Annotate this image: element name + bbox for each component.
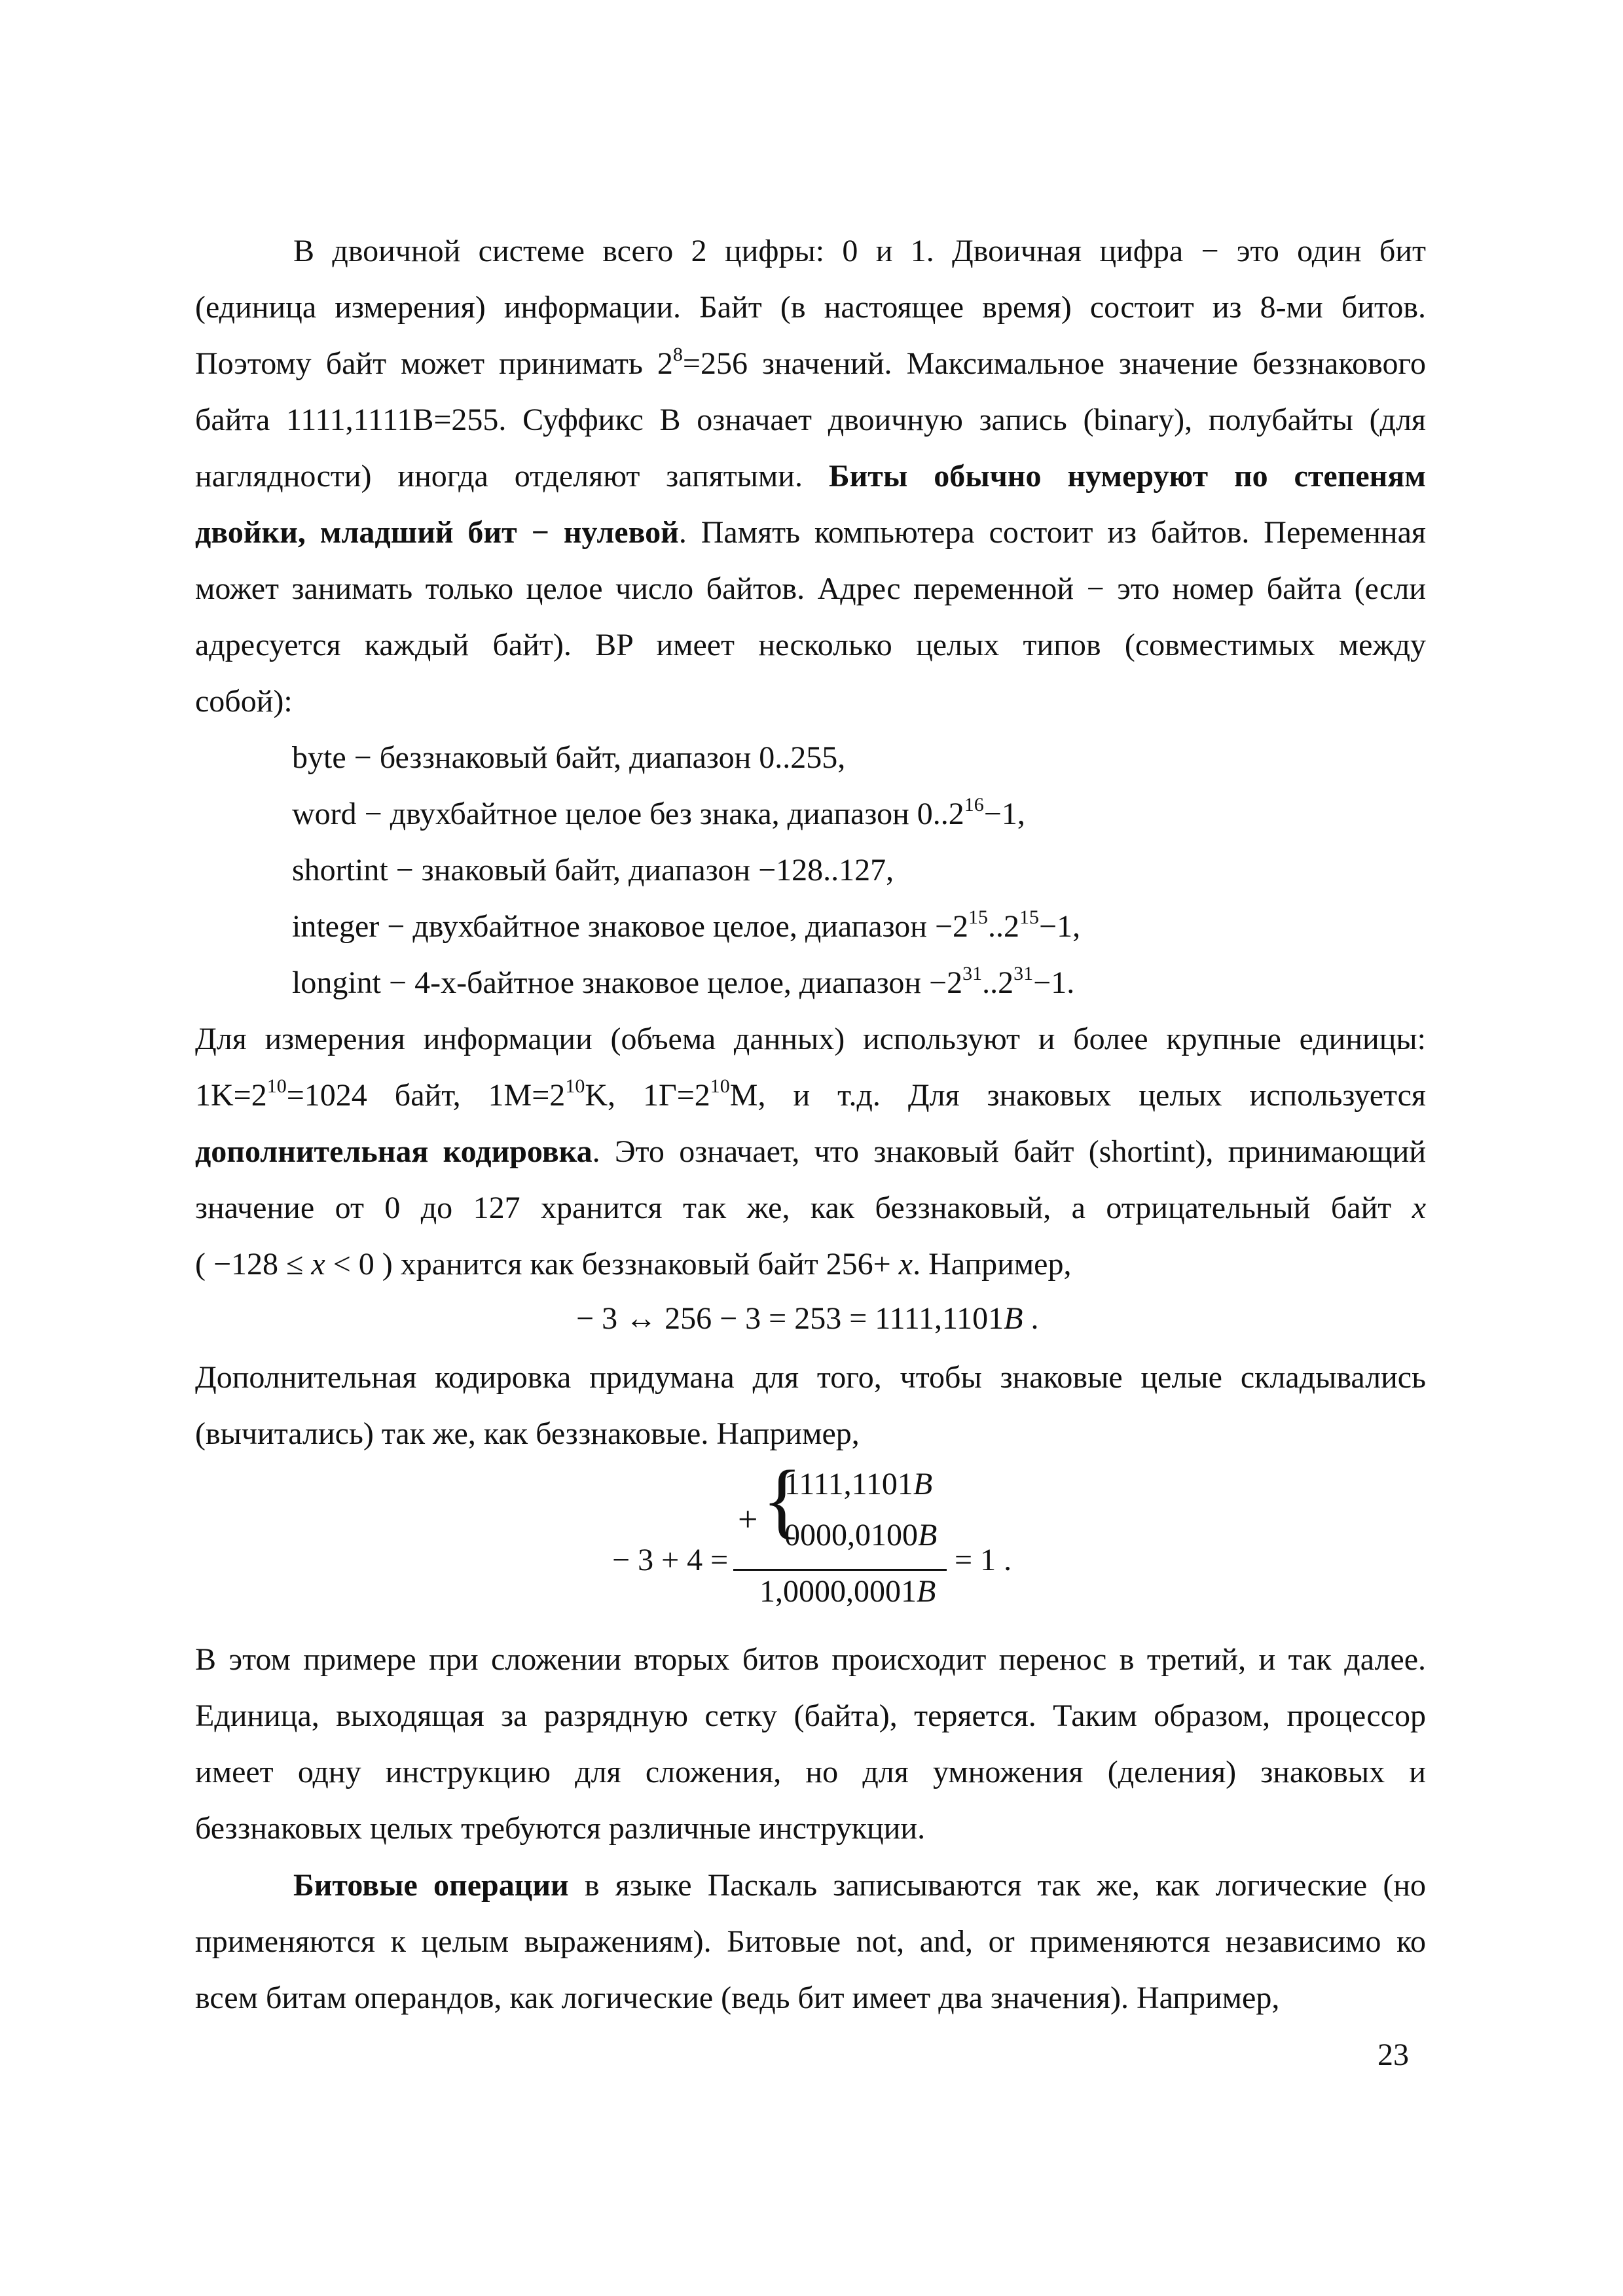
text-line: $1K=2^{10}=1024$ байт, $1M=2^{10}K$, $1Г=2^{10}M$, и т.д. Для знаковых целых используется <box>195 1075 1426 1113</box>
text-line: беззнаковых целых требуются различные инструкции. <box>195 1811 926 1846</box>
text-line: дополнительная кодировка. Это означает, что знаковый байт (shortint), принимающий <box>195 1134 1426 1169</box>
list-item: longint − 4-х-байтное знаковое целое, диапазон $-2^{31}..2^{31}-1$. <box>292 963 1075 1000</box>
text-line: адресуется каждый байт). BP имеет несколько целых типов (совместимых между <box>195 628 1426 662</box>
list-item: byte − беззнаковый байт, диапазон 0..255, <box>292 740 846 775</box>
text-line: Дополнительная кодировка придумана для того, чтобы знаковые целые складывались <box>195 1360 1426 1395</box>
text-line: собой): <box>195 684 293 719</box>
brace-symbol: { <box>762 1454 803 1547</box>
paragraph-bit-operations <box>195 1857 1426 2026</box>
text-line: (единица измерения) информации. Байт (в настоящее время) состоит из 8-ми битов. <box>195 290 1426 325</box>
addend-bottom: 0000,0100B <box>784 1518 938 1552</box>
text-line: Для измерения информации (объема данных) используют и более крупные единицы: <box>195 1022 1426 1056</box>
addend-top: 1111,1101B <box>784 1467 933 1501</box>
text-line: В этом примере при сложении вторых битов происходит перенос в третий, и так далее. <box>195 1642 1426 1677</box>
paragraph-binary-intro <box>195 223 1426 730</box>
equation-rhs: = 1 . <box>955 1543 1012 1577</box>
text-line: В двоичной системе всего 2 цифры: 0 и 1. Двоичная цифра − это один бит <box>293 234 1426 268</box>
integer-types-list <box>195 730 1426 1011</box>
text-line: может занимать только целое число байтов. Адрес переменной − это номер байта (если <box>195 571 1426 606</box>
plus-sign: + <box>738 1499 758 1539</box>
text-line: значение от 0 до 127 хранится так же, как беззнаковый, а отрицательный байт x <box>195 1191 1426 1225</box>
paragraph-carry-explanation <box>195 1632 1426 1857</box>
page-number: 23 <box>1377 2037 1409 2072</box>
text-line: (вычитались) так же, как беззнаковые. Например, <box>195 1416 860 1451</box>
text-line: ( −128 ≤ x < 0 ) хранится как беззнаковый байт 256+ x. Например, <box>195 1247 1072 1282</box>
sum-result: 1,0000,0001B <box>759 1574 936 1609</box>
text-line: Единица, выходящая за разрядную сетку (байта), теряется. Таким образом, процессор <box>195 1698 1426 1733</box>
list-item: integer − двухбайтное знаковое целое, диапазон $-2^{15}..2^{15}-1$, <box>292 906 1081 944</box>
text-line: имеет одну инструкцию для сложения, но для умножения (деления) знаковых и <box>195 1755 1426 1789</box>
paragraph-complement-purpose <box>195 1350 1426 1462</box>
text-line: двойки, младший бит − нулевой. Память компьютера состоит из байтов. Переменная <box>195 515 1426 550</box>
list-item: shortint − знаковый байт, диапазон −128..127, <box>292 853 894 888</box>
equation-lhs: − 3 + 4 = <box>612 1543 729 1577</box>
equation-twos-complement: − 3 ↔ 256 − 3 = 253 = 1111,1101B . <box>576 1301 1039 1336</box>
text-line: наглядности) иногда отделяют запятыми. Биты обычно нумеруют по степеням <box>195 459 1426 493</box>
text-line: байта 1111,1111B=255. Суффикс B означает двоичную запись (binary), полубайты (для <box>195 403 1426 437</box>
text-line: Битовые операции в языке Паскаль записываются так же, как логические (но <box>293 1868 1426 1903</box>
text-line: всем битам операндов, как логические (ведь бит имеет два значения). Например, <box>195 1981 1280 2015</box>
paragraph-units-encoding <box>195 1011 1426 1293</box>
list-item: word − двухбайтное целое без знака, диапазон $0..2^{16}-1$, <box>292 794 1025 831</box>
fraction-bar <box>733 1569 947 1571</box>
text-line: применяются к целым выражениям). Битовые not, and, or применяются независимо ко <box>195 1924 1426 1959</box>
text-line: Поэтому байт может принимать $2^8=256$ значений. Максимальное значение беззнакового <box>195 344 1426 381</box>
